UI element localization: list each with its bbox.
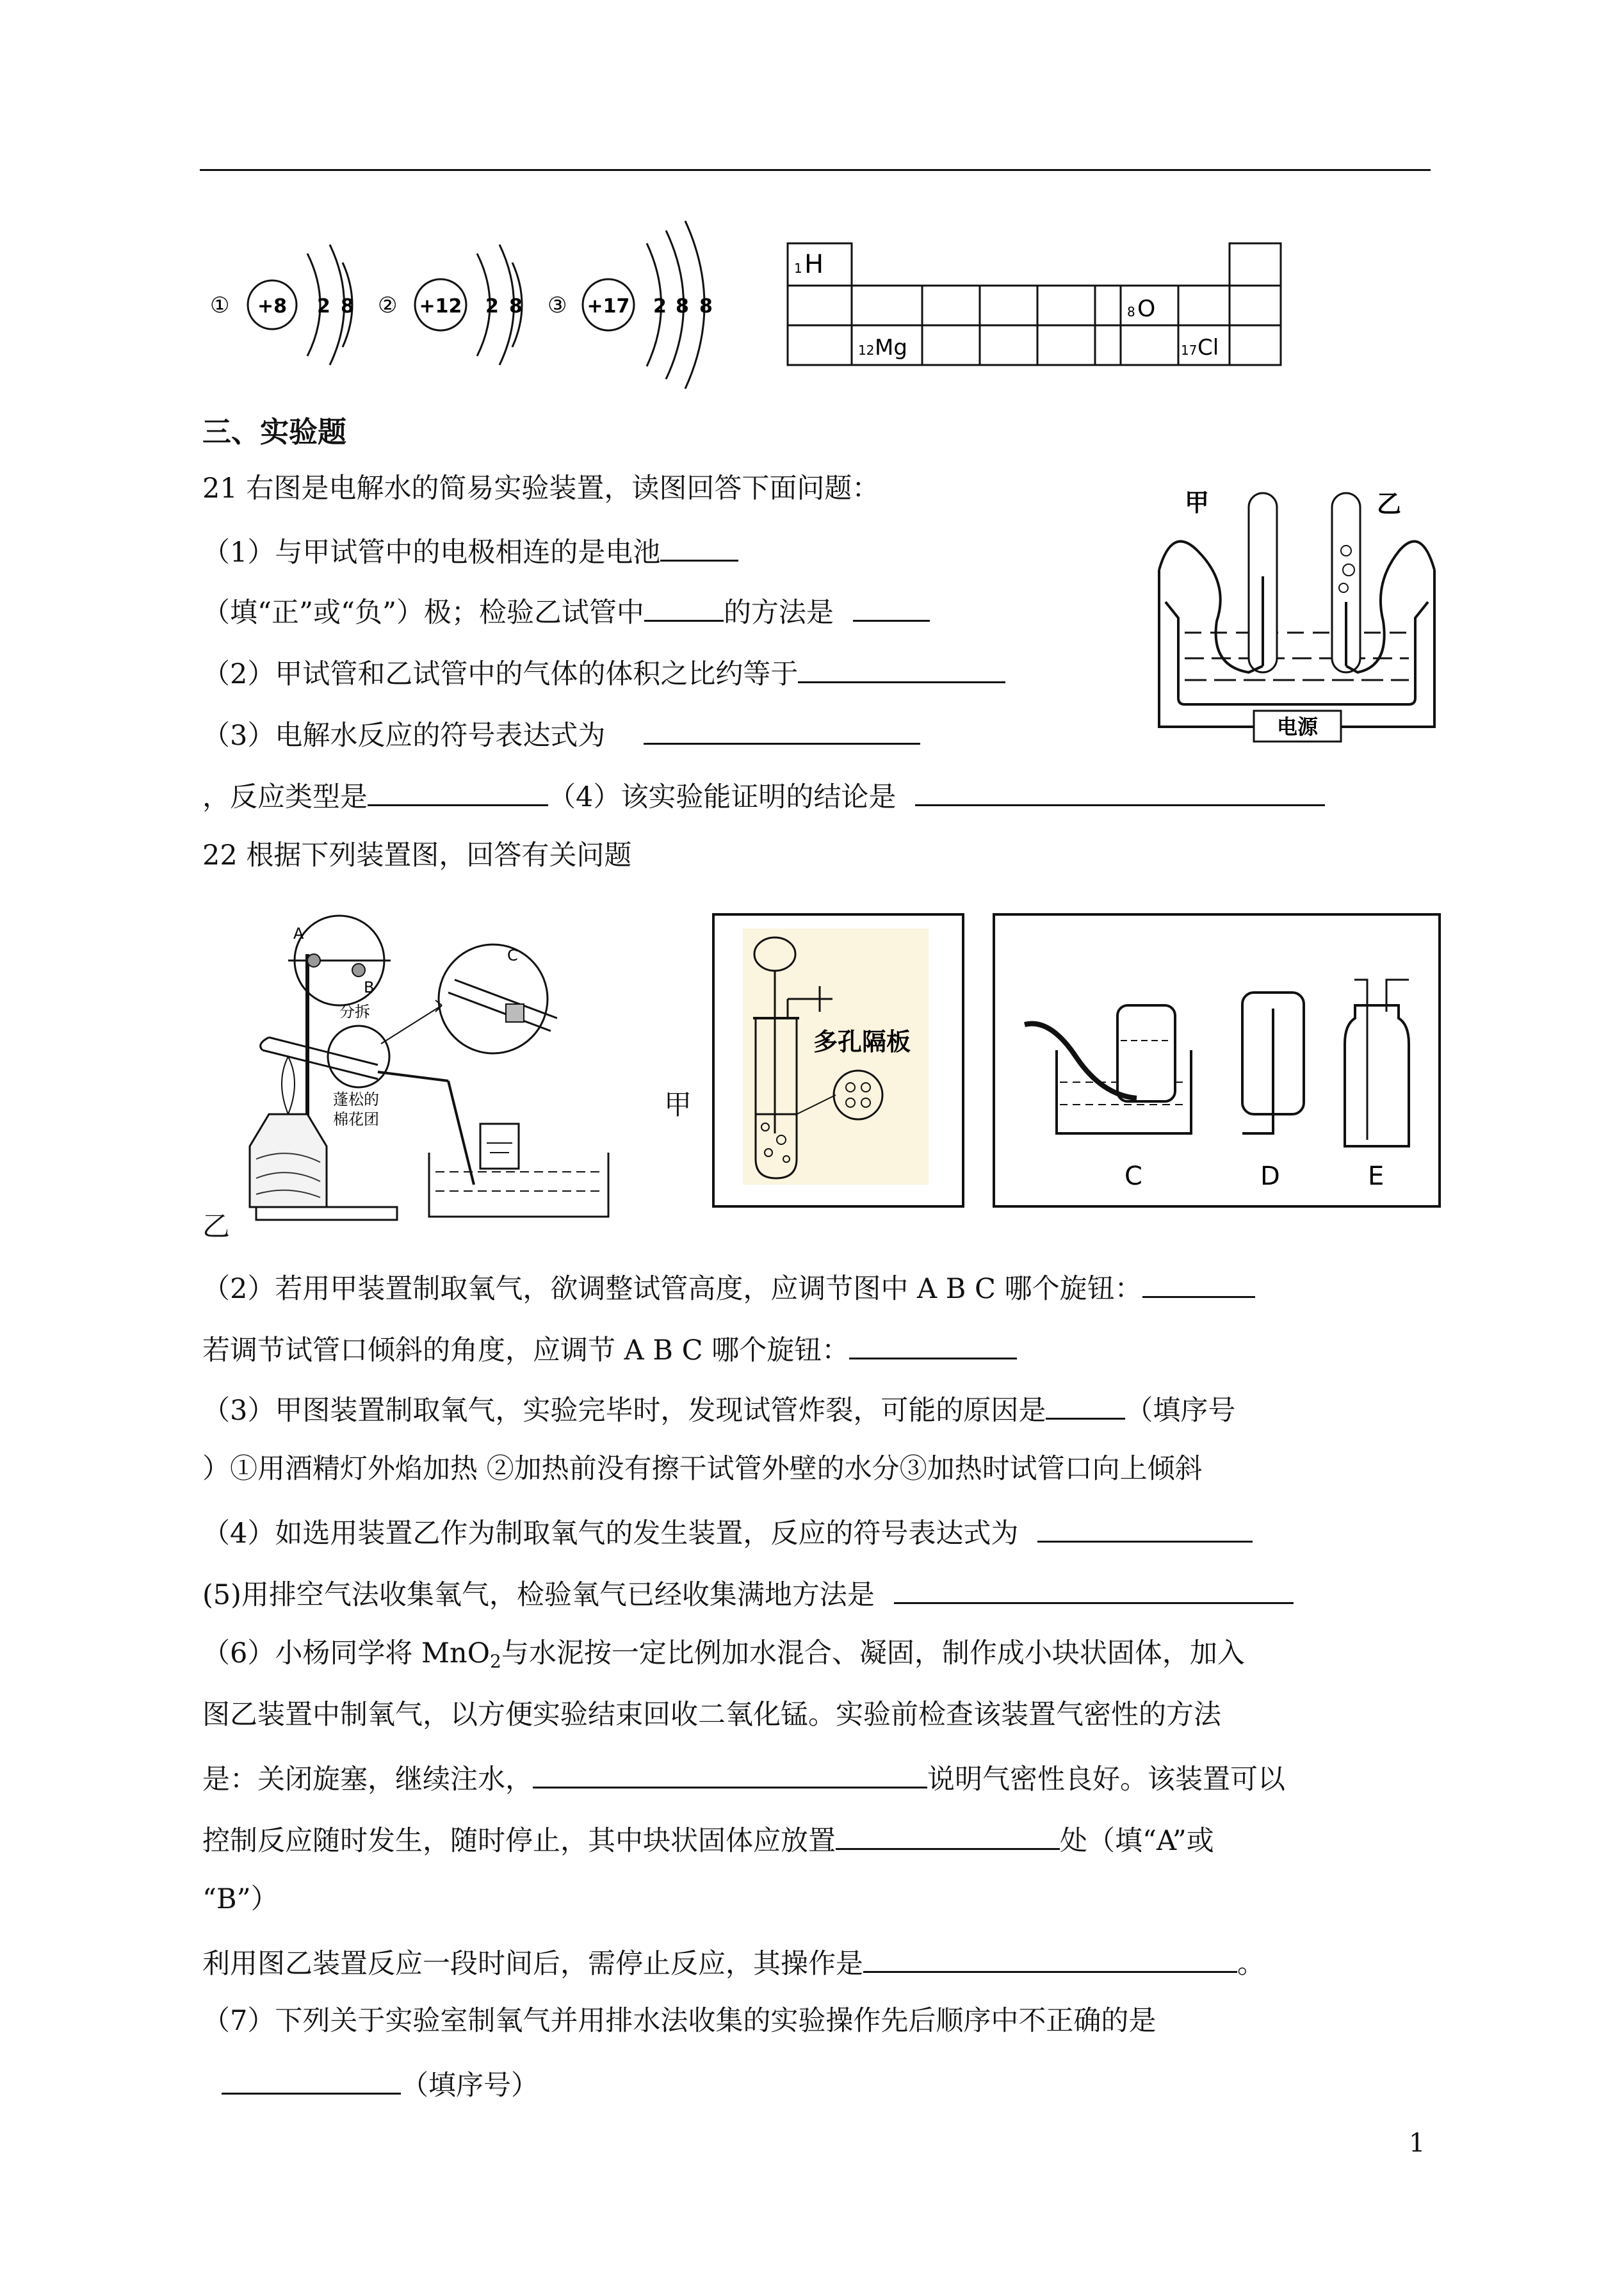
atom-1-nucleus: +8 bbox=[257, 295, 288, 318]
porous-plate-generator-figure bbox=[730, 922, 948, 1197]
atom-3-nucleus: +17 bbox=[587, 295, 630, 318]
q21-part1a bbox=[202, 530, 738, 572]
answer-blank[interactable] bbox=[853, 590, 930, 622]
answer-blank[interactable] bbox=[644, 590, 724, 622]
knob-a-label: A bbox=[293, 925, 304, 943]
answer-blank[interactable] bbox=[1046, 1388, 1125, 1420]
answer-blank[interactable] bbox=[849, 1328, 1017, 1359]
atom-3-shell-2: 8 bbox=[676, 295, 689, 318]
q22-part7b-text: （填序号） bbox=[401, 2070, 539, 2102]
knob-b-label: B bbox=[364, 978, 375, 996]
answer-blank[interactable] bbox=[798, 652, 1005, 683]
electrolysis-apparatus-figure bbox=[1146, 474, 1447, 743]
atom-2-shell-1: 2 bbox=[485, 295, 499, 318]
heating-apparatus-figure bbox=[211, 909, 698, 1229]
atom-2-shell-2: 8 bbox=[509, 295, 523, 318]
q22-part6f-pre: 利用图乙装置反应一段时间后，需停止反应，其操作是 bbox=[202, 1948, 863, 1980]
tube-jia-label: 甲 bbox=[1185, 489, 1210, 517]
q21-part3b-text: ，反应类型是 bbox=[202, 781, 368, 813]
element-cl-symbol: Cl bbox=[1198, 335, 1219, 361]
answer-blank[interactable] bbox=[915, 775, 1325, 806]
cotton-label-line2: 棉花团 bbox=[333, 1110, 379, 1128]
atom-2-nucleus: +12 bbox=[419, 295, 462, 318]
atom-2-number: ② bbox=[378, 293, 398, 318]
answer-blank[interactable] bbox=[836, 1819, 1060, 1850]
q22-part3b-text: （填序号 bbox=[1125, 1395, 1236, 1427]
element-o-number: 8 bbox=[1127, 304, 1135, 320]
mno2-subscript: 2 bbox=[490, 1651, 501, 1672]
q21-part2 bbox=[202, 652, 1005, 693]
q22-part7b bbox=[222, 2063, 539, 2105]
q22-part6d bbox=[202, 1819, 1214, 1860]
atom-3-shell-3: 8 bbox=[699, 295, 713, 318]
cotton-label-line1: 蓬松的 bbox=[333, 1091, 379, 1108]
q22-part6a-post: 与水泥按一定比例加水混合、凝固，制作成小块状固体，加入 bbox=[501, 1637, 1245, 1669]
figure-jia-label: 甲 bbox=[664, 1089, 692, 1121]
atom-1-number: ① bbox=[210, 293, 230, 318]
header-rule bbox=[200, 169, 1431, 171]
q22-part2b bbox=[202, 1328, 1017, 1370]
gas-collection-methods-figure bbox=[999, 922, 1434, 1201]
q22-part6f-post: 。 bbox=[1237, 1948, 1265, 1980]
section-title: 三、实验题 bbox=[202, 415, 347, 449]
answer-blank[interactable] bbox=[1142, 1267, 1255, 1298]
q22-part4-text: （4）如选用装置乙作为制取氧气的发生装置，反应的符号表达式为 bbox=[202, 1518, 1019, 1550]
element-o-symbol: O bbox=[1137, 296, 1156, 322]
method-c-label: C bbox=[1125, 1162, 1142, 1191]
q21-part1b-text: （填“正”或“负”）极；检验乙试管中 bbox=[202, 597, 644, 629]
q21-intro: 21 右图是电解水的简易实验装置，读图回答下面问题： bbox=[202, 473, 880, 505]
q22-part6e: “B”） bbox=[202, 1883, 279, 1915]
q21-part3-text: （3）电解水反应的符号表达式为 bbox=[202, 720, 606, 752]
answer-blank[interactable] bbox=[894, 1573, 1294, 1604]
q22-part6a-pre: （6）小杨同学将 MnO bbox=[202, 1637, 491, 1669]
q22-part6d-post: 处（填“A”或 bbox=[1060, 1825, 1214, 1857]
method-d-label: D bbox=[1260, 1162, 1280, 1191]
element-mg-symbol: Mg bbox=[875, 335, 907, 361]
q21-part3b bbox=[202, 775, 1325, 816]
q22-part6c bbox=[202, 1757, 1285, 1799]
element-h-symbol: H bbox=[804, 250, 824, 279]
answer-blank[interactable] bbox=[660, 530, 738, 562]
q21-part1b bbox=[202, 590, 930, 632]
q22-part2a-text: （2）若用甲装置制取氧气，欲调整试管高度，应调节图中 A B C 哪个旋钮： bbox=[202, 1273, 1142, 1305]
q21-part1a-text: （1）与甲试管中的电极相连的是电池 bbox=[202, 537, 661, 569]
atom-1-shell-2: 8 bbox=[341, 295, 354, 318]
element-cl-number: 17 bbox=[1181, 343, 1198, 358]
q21-part2-text: （2）甲试管和乙试管中的气体的体积之比约等于 bbox=[202, 658, 799, 690]
page-number: 1 bbox=[1409, 2129, 1425, 2158]
q21-part4-text: （4）该实验能证明的结论是 bbox=[548, 781, 897, 813]
q22-part2a bbox=[202, 1267, 1255, 1308]
answer-blank[interactable] bbox=[644, 713, 920, 745]
figure-yi-label: 乙 bbox=[202, 1211, 230, 1243]
split-label: 分拆 bbox=[339, 1003, 370, 1021]
q22-part5-text: (5)用排空气法收集氧气，检验氧气已经收集满地方法是 bbox=[202, 1579, 875, 1611]
q22-part6c-post: 说明气密性良好。该装置可以 bbox=[927, 1764, 1285, 1796]
q22-part6c-pre: 是：关闭旋塞，继续注水， bbox=[202, 1764, 533, 1796]
knob-c-label: C bbox=[507, 946, 518, 964]
answer-blank[interactable] bbox=[863, 1942, 1237, 1973]
atom-3-shell-1: 2 bbox=[653, 295, 667, 318]
answer-blank[interactable] bbox=[222, 2063, 401, 2095]
method-e-label: E bbox=[1368, 1162, 1384, 1191]
answer-blank[interactable] bbox=[1037, 1511, 1253, 1543]
tube-yi-label: 乙 bbox=[1377, 490, 1402, 518]
element-mg-number: 12 bbox=[858, 343, 875, 358]
answer-blank[interactable] bbox=[368, 775, 548, 806]
q22-part3a-text: （3）甲图装置制取氧气，实验完毕时，发现试管炸裂，可能的原因是 bbox=[202, 1395, 1046, 1427]
q22-part3a bbox=[202, 1388, 1235, 1430]
q22-part2b-text: 若调节试管口倾斜的角度，应调节 A B C 哪个旋钮： bbox=[202, 1334, 850, 1366]
power-source-label: 电源 bbox=[1276, 715, 1319, 739]
atom-3-number: ③ bbox=[548, 293, 567, 318]
q22-part5 bbox=[202, 1573, 1294, 1614]
atom-1-shell-1: 2 bbox=[317, 295, 330, 318]
q22-part6d-pre: 控制反应随时发生，随时停止，其中块状固体应放置 bbox=[202, 1825, 836, 1857]
q22-part7: （7）下列关于实验室制氧气并用排水法收集的实验操作先后顺序中不正确的是 bbox=[202, 2005, 1157, 2037]
q22-part6b: 图乙装置中制氧气，以方便实验结束回收二氧化锰。实验前检查该装置气密性的方法 bbox=[202, 1699, 1221, 1731]
q21-part3 bbox=[202, 713, 920, 755]
atom-structure-diagrams bbox=[205, 211, 736, 397]
q21-part1c-text: 的方法是 bbox=[723, 597, 834, 629]
q22-part6a bbox=[202, 1634, 1245, 1681]
q22-part6f bbox=[202, 1942, 1265, 1983]
q22-part3c: ）①用酒精灯外焰加热 ②加热前没有擦干试管外壁的水分③加热时试管口向上倾斜 bbox=[202, 1453, 1203, 1485]
porous-plate-label: 多孔隔板 bbox=[813, 1028, 911, 1056]
q22-part4 bbox=[202, 1511, 1253, 1553]
periodic-table-fragment bbox=[781, 237, 1294, 371]
q22-intro: 22 根据下列装置图，回答有关问题 bbox=[202, 839, 632, 872]
element-h-number: 1 bbox=[794, 261, 802, 276]
answer-blank[interactable] bbox=[533, 1757, 927, 1788]
